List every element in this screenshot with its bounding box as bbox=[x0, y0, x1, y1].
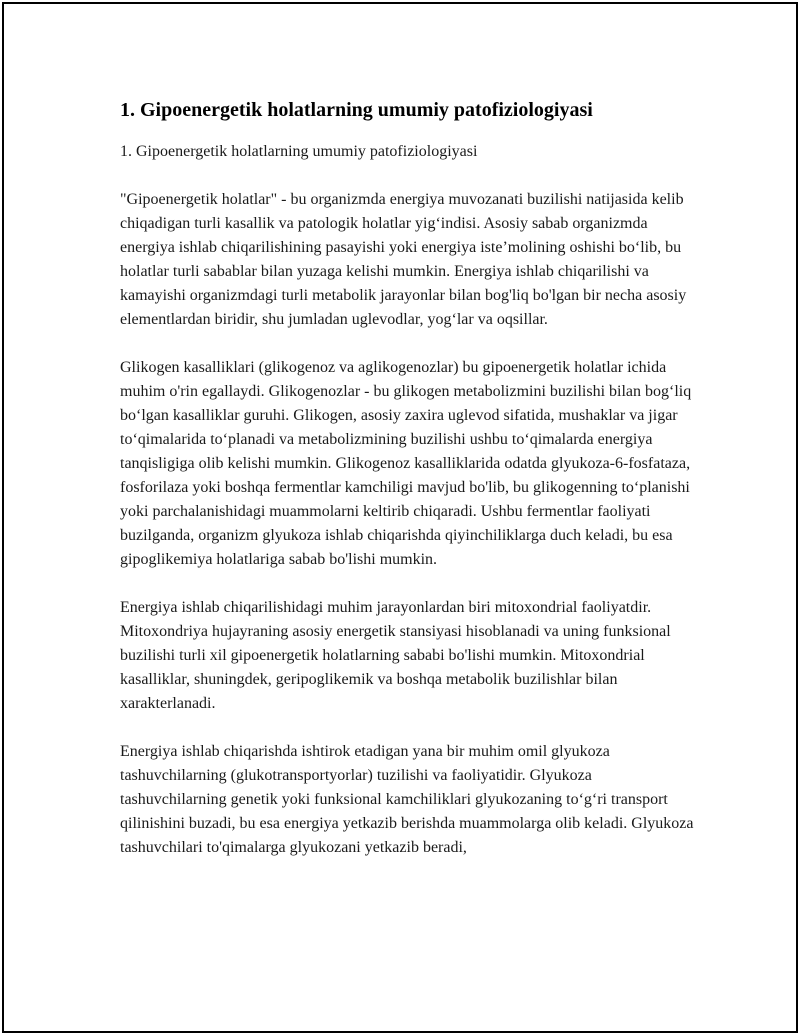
paragraph-glucose-transport: Energiya ishlab chiqarishda ishtirok etadigan yana bir muhim omil glyukoza tashuvchilarning (glukotransportyorlar) tuzilishi va faoliyatidir. Glyukoza tashuvchilarning genetik yoki funksional kamchiliklari glyukozaning to‘g‘ri transport qilinishini buzadi, bu esa energiya yetkazib berishda muammolarga olib keladi. Glyukoza tashuvchilari to'qimalarga glyukozani yetkazib beradi, bbox=[120, 743, 694, 856]
paragraph-mitochondria: Energiya ishlab chiqarilishidagi muhim jarayonlardan biri mitoxondrial faoliyatdir. Mitoxondriya hujayraning asosiy energetik stansiyasi hisoblanadi va uning funksional buzilishi turli xil gipoenergetik holatlarning sababi bo'lishi mumkin. Mitoxondrial kasalliklar, shuningdek, geripoglikemik va boshqa metabolik buzilishlar bilan xarakterlanadi. bbox=[120, 599, 671, 712]
page-frame bbox=[2, 2, 798, 1033]
document-title: 1. Gipoenergetik holatlarning umumiy patofiziologiyasi bbox=[120, 99, 593, 121]
document-body bbox=[120, 96, 694, 860]
paragraph-glycogen: Glikogen kasalliklari (glikogenoz va aglikogenozlar) bu gipoenergetik holatlar ichida muhim o'rin egallaydi. Glikogenozlar - bu glikogen metabolizmini buzilishi bilan bog‘liq bo‘lgan kasalliklar guruhi. Glikogen, asosiy zaxira uglevod sifatida, mushaklar va jigar to‘qimalarida to‘planadi va metabolizmining buzilishi ushbu to‘qimalarda energiya tanqisligiga olib kelishi mumkin. Glikogenoz kasalliklarida odatda glyukoza-6-fosfataza, fosforilaza yoki boshqa fermentlar kamchiligi mavjud bo'lib, bu glikogenning to‘planishi yoki parchalanishidagi muammolarni keltirib chiqaradi. Ushbu fermentlar faoliyati buzilganda, organizm glyukoza ishlab chiqarishda qiyinchiliklarga duch keladi, bu esa gipoglikemiya holatlariga sabab bo'lishi mumkin. bbox=[120, 359, 692, 568]
document-subtitle: 1. Gipoenergetik holatlarning umumiy patofiziologiyasi bbox=[120, 143, 478, 160]
paragraph-intro: "Gipoenergetik holatlar" - bu organizmda energiya muvozanati buzilishi natijasida kelib chiqadigan turli kasallik va patologik holatlar yig‘indisi. Asosiy sabab organizmda energiya ishlab chiqarilishining pasayishi yoki energiya iste’molining oshishi bo‘lib, bu holatlar turli sabablar bilan yuzaga kelishi mumkin. Energiya ishlab chiqarilishi va kamayishi organizmdagi turli metabolik jarayonlar bilan bog'liq bo'lgan bir necha asosiy elementlardan biridir, shu jumladan uglevodlar, yog‘lar va oqsillar. bbox=[120, 191, 687, 328]
